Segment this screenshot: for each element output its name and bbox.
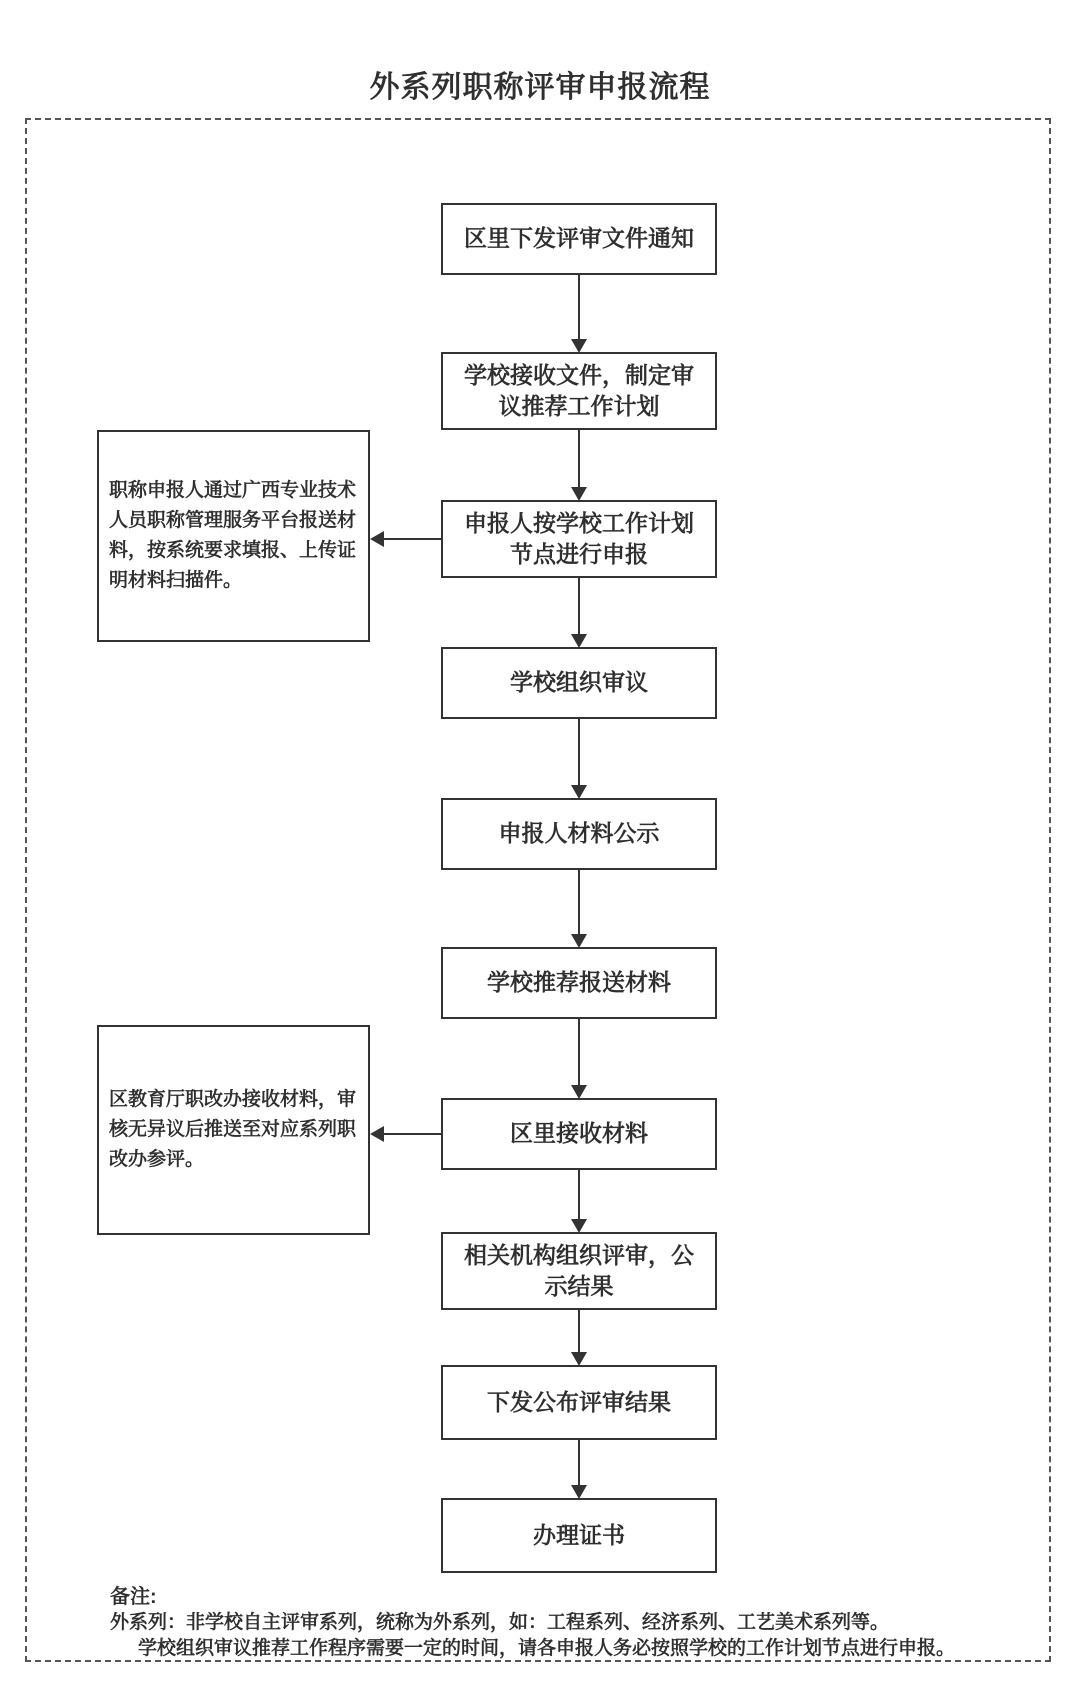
step-box-2: 学校接收文件，制定审议推荐工作计划 (441, 352, 717, 430)
remarks-line-2: 学校组织审议推荐工作程序需要一定的时间，请各申报人务必按照学校的工作计划节点进行申报。 (138, 1638, 956, 1659)
connector-line-step3-note1 (382, 538, 441, 540)
step-box-5: 申报人材料公示 (441, 798, 717, 870)
side-note-box-1: 职称申报人通过广西专业技术人员职称管理服务平台报送材料，按系统要求填报、上传证明材料扫描件。 (97, 430, 370, 642)
connector-line-3-4 (578, 578, 580, 635)
arrow-down-icon (571, 785, 587, 799)
arrow-down-icon (571, 1485, 587, 1499)
connector-line-4-5 (578, 719, 580, 786)
step-box-3: 申报人按学校工作计划节点进行申报 (441, 500, 717, 578)
connector-line-8-9 (578, 1310, 580, 1353)
arrow-left-icon (370, 531, 384, 547)
page-title: 外系列职称评审申报流程 (369, 71, 711, 104)
arrow-down-icon (571, 634, 587, 648)
arrow-down-icon (571, 1219, 587, 1233)
arrow-down-icon (571, 339, 587, 353)
side-note-box-2: 区教育厅职改办接收材料，审核无异议后推送至对应系列职改办参评。 (97, 1025, 370, 1235)
arrow-left-icon (370, 1126, 384, 1142)
arrow-down-icon (571, 1352, 587, 1366)
arrow-down-icon (571, 934, 587, 948)
connector-line-6-7 (578, 1019, 580, 1086)
step-box-10: 办理证书 (441, 1498, 717, 1573)
connector-line-2-3 (578, 430, 580, 488)
step-box-8: 相关机构组织评审，公示结果 (441, 1232, 717, 1310)
step-box-4: 学校组织审议 (441, 647, 717, 719)
connector-line-9-10 (578, 1440, 580, 1486)
remarks-line-1: 外系列：非学校自主评审系列，统称为外系列，如：工程系列、经济系列、工艺美术系列等。 (110, 1612, 890, 1633)
step-box-1: 区里下发评审文件通知 (441, 203, 717, 275)
remarks-heading: 备注: (110, 1586, 157, 1608)
arrow-down-icon (571, 487, 587, 501)
step-box-6: 学校推荐报送材料 (441, 947, 717, 1019)
arrow-down-icon (571, 1085, 587, 1099)
connector-line-step7-note2 (382, 1133, 441, 1135)
step-box-9: 下发公布评审结果 (441, 1365, 717, 1440)
connector-line-5-6 (578, 870, 580, 935)
connector-line-1-2 (578, 275, 580, 340)
step-box-7: 区里接收材料 (441, 1098, 717, 1170)
connector-line-7-8 (578, 1170, 580, 1220)
